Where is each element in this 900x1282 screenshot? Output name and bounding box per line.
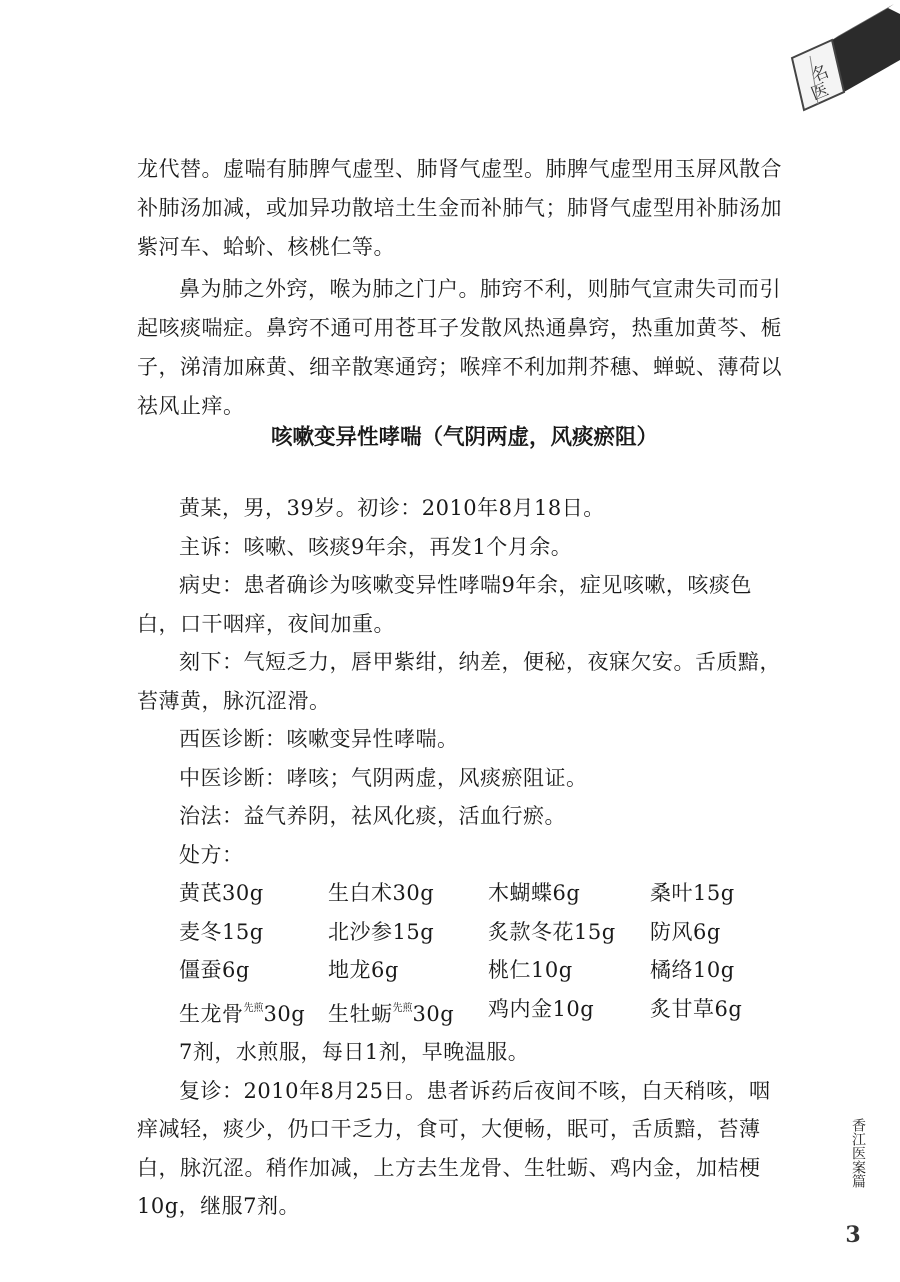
herb-dose: 6g [693, 919, 721, 944]
tcm-diagnosis: 中医诊断：哮咳；气阴两虚，风痰瘀阻证。 [179, 765, 588, 790]
herb-dose: 10g [693, 958, 735, 982]
herb-dose: 6g [714, 996, 743, 1021]
prescription-item [488, 990, 650, 1034]
herb-name: 炙甘草 [650, 996, 715, 1021]
herb-name: 生牡蛎 [328, 1001, 393, 1026]
patient-info: 黄某，男，39岁。初诊：2010年8月18日。 [179, 496, 605, 520]
prescription-item [328, 913, 488, 952]
herb-prep-note: 先煎 [392, 1002, 413, 1014]
herb-dose: 6g [371, 958, 399, 982]
herb-dose: 15g [693, 881, 735, 905]
prescription-item [650, 951, 790, 990]
herb-dose: 10g [552, 996, 595, 1021]
prescription-item [650, 874, 790, 913]
intro-text [137, 150, 792, 426]
prescription-item [328, 951, 488, 990]
chief-complaint: 主诉：咳嗽、咳痰9年余，再发1个月余。 [179, 534, 573, 559]
herb-name: 桑叶 [650, 881, 693, 905]
herb-dose: 15g [222, 919, 264, 944]
prescription-label: 处方： [179, 842, 244, 867]
treatment-method: 治法：益气养阴，祛风化痰，活血行瘀。 [179, 804, 566, 828]
svg-text:名: 名 [808, 61, 832, 87]
case-record [137, 489, 792, 1226]
herb-dose: 30g [412, 1001, 455, 1026]
prescription-item [179, 874, 328, 913]
prescription-item [488, 913, 650, 952]
herb-name: 木蝴蝶 [488, 881, 553, 905]
western-diagnosis: 西医诊断：咳嗽变异性哮喘。 [179, 727, 459, 751]
herb-name: 橘络 [650, 958, 693, 982]
intro-paragraph-2: 鼻为肺之外窍，喉为肺之门户。肺窍不利，则肺气宣肃失司而引起咳痰喘症。鼻窍不通可用苍耳子发散风热通鼻窍，热重加黄芩、栀子，涕清加麻黄、细辛散寒通窍；喉痒不利加荆芥穗、蝉蜕、薄荷以祛风止痒。 [137, 277, 782, 418]
prescription-item [488, 951, 650, 990]
prescription-item [328, 874, 488, 913]
herb-name: 炙款冬花 [488, 919, 574, 944]
herb-name: 僵蚕 [179, 958, 222, 982]
herb-dose: 6g [222, 958, 250, 982]
herb-name: 北沙参 [328, 919, 393, 944]
prescription-item [488, 874, 650, 913]
dosage-instructions: 7剂，水煎服，每日1剂，早晚温服。 [179, 1040, 530, 1064]
section-title: 咳嗽变异性哮喘（气阴两虚，风痰瘀阻） [270, 425, 658, 450]
follow-up-visit: 复诊：2010年8月25日。患者诉药后夜间不咳，白天稍咳，咽痒减轻，痰少，仍口干乏力，食可，大便畅，眠可，舌质黯，苔薄白，脉沉涩。稍作加减，上方去生龙骨、生牡蛎、鸡内金，加桔梗10g，继服7剂。 [137, 1078, 771, 1218]
prescription-item [179, 951, 328, 990]
side-section-label: 香江医案篇 [850, 1118, 866, 1188]
herb-dose: 6g [552, 881, 581, 905]
intro-paragraph-1: 龙代替。虚喘有肺脾气虚型、肺肾气虚型。肺脾气虚型用玉屏风散合补肺汤加减，或加异功散培土生金而补肺气；肺肾气虚型用补肺汤加紫河车、蛤蚧、核桃仁等。 [137, 157, 782, 259]
herb-dose: 30g [263, 1001, 306, 1026]
prescription-item [328, 990, 488, 1034]
prescription-item [650, 913, 790, 952]
prescription-grid [179, 874, 792, 1033]
herb-dose: 15g [574, 919, 616, 944]
prescription-item [650, 990, 790, 1034]
prescription-item [179, 913, 328, 952]
herb-dose: 10g [531, 958, 573, 982]
herb-name: 黄芪 [179, 881, 222, 905]
medical-history: 病史：患者确诊为咳嗽变异性哮喘9年余，症见咳嗽，咳痰色白，口干咽痒，夜间加重。 [137, 573, 752, 636]
herb-name: 桃仁 [488, 958, 531, 982]
page-number: 3 [845, 1222, 861, 1248]
herb-prep-note: 先煎 [243, 1002, 264, 1014]
herb-name: 生白术 [328, 881, 393, 905]
herb-name: 麦冬 [179, 919, 222, 944]
svg-text:医: 医 [808, 79, 832, 105]
herb-dose: 30g [222, 881, 264, 905]
herb-name: 生龙骨 [179, 1001, 244, 1026]
herb-dose: 15g [392, 919, 435, 944]
seal-stamp-icon [770, 0, 900, 120]
herb-name: 地龙 [328, 958, 371, 982]
current-symptoms: 刻下：气短乏力，唇甲紫绀，纳差，便秘，夜寐欠安。舌质黯，苔薄黄，脉沉涩滑。 [137, 650, 781, 713]
prescription-item [179, 990, 328, 1034]
herb-dose: 30g [392, 881, 435, 905]
herb-name: 防风 [650, 919, 693, 944]
herb-name: 鸡内金 [488, 996, 553, 1021]
